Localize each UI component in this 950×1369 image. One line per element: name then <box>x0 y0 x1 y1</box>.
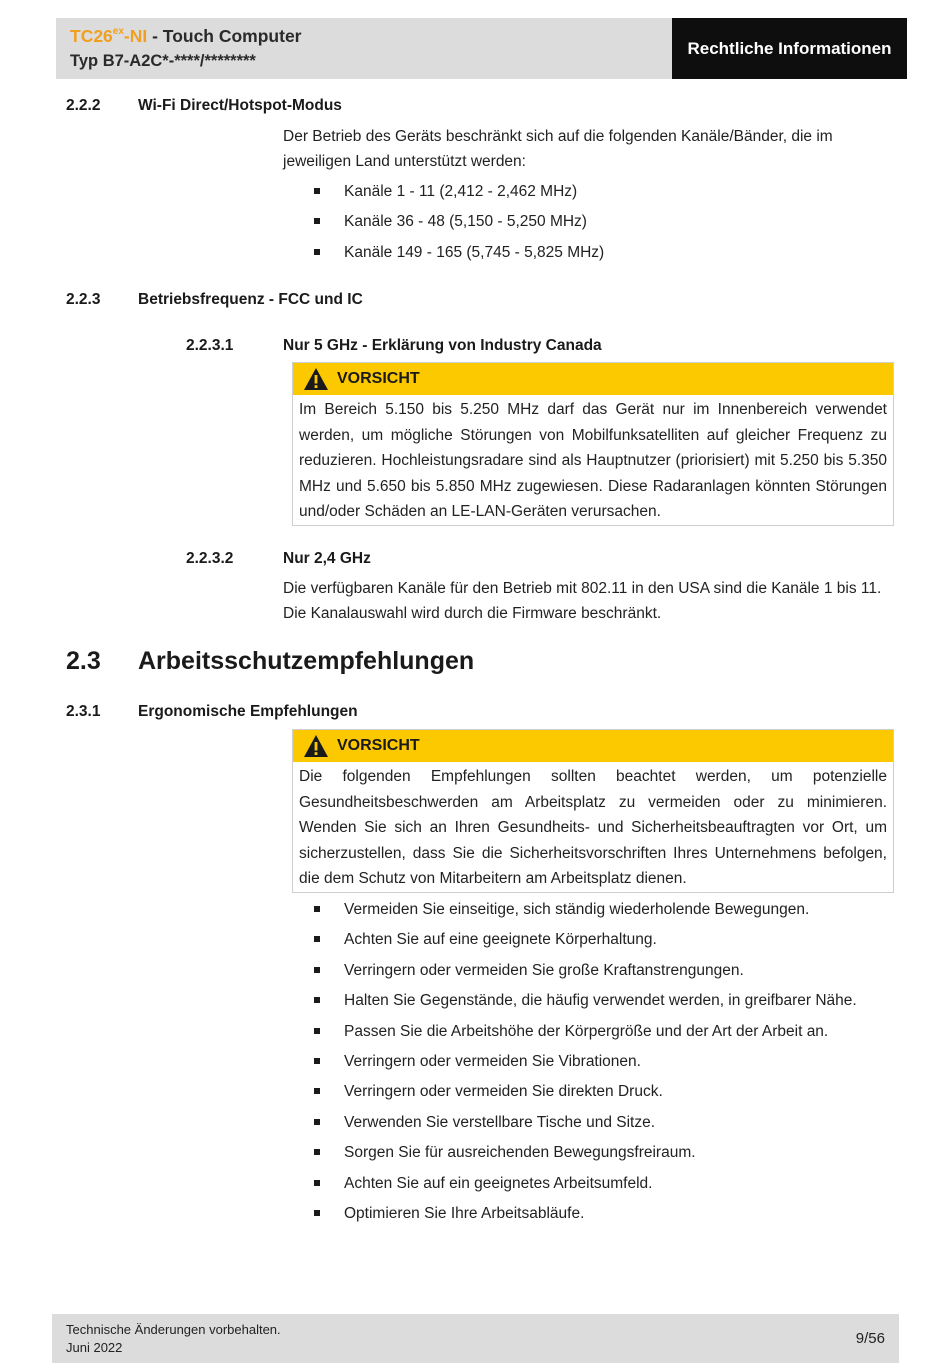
footer-date: Juni 2022 <box>66 1340 123 1355</box>
list-item: Achten Sie auf ein geeignetes Arbeitsumfeld. <box>283 1174 894 1204</box>
heading-2-2-3-2 <box>186 549 371 569</box>
bullet-marker <box>314 1028 320 1034</box>
2-4ghz-text: Die verfügbaren Kanäle für den Betrieb mit 802.11 in den USA sind die Kanäle 1 bis 11. Die Kanalauswahl wird durch die Firmware beschränkt. <box>283 580 882 623</box>
list-item: Verringern oder vermeiden Sie direkten Druck. <box>283 1082 894 1112</box>
bullet-marker <box>314 1210 320 1216</box>
footer-note: Technische Änderungen vorbehalten. <box>66 1322 281 1337</box>
heading-2-3 <box>66 646 475 676</box>
product-code: TC26 <box>70 26 113 46</box>
list-item: Kanäle 149 - 165 (5,745 - 5,825 MHz) <box>283 243 894 273</box>
product-code-superscript: ex <box>112 26 124 38</box>
list-item: Verwenden Sie verstellbare Tische und Sitze. <box>283 1113 894 1143</box>
product-code-suffix: -NI <box>123 26 148 46</box>
heading-number: 2.2.3 <box>66 291 101 308</box>
warning-icon <box>303 367 329 391</box>
bullet-marker <box>314 997 320 1003</box>
caution-text: Im Bereich 5.150 bis 5.250 MHz darf das Gerät nur im Innenbereich verwendet werden, um mögliche Störungen von Mobilfunksatelliten auf gleicher Frequenz zu reduzieren. Hochleistungsradare sind als Hauptnutzer (priorisiert) mit 5.250 bis 5.350 MHz und 5.650 bis 5.850 MHz zugewiesen. Diese Radaranlagen könnten Störungen und/oder Schäden an LE-LAN-Geräten verursachen. <box>299 401 887 520</box>
bullet-marker <box>314 1119 320 1125</box>
heading-number: 2.3.1 <box>66 703 101 720</box>
caution-box-5ghz <box>292 362 894 526</box>
bullet-marker <box>314 1180 320 1186</box>
bullet-marker <box>314 967 320 973</box>
heading-title: Arbeitsschutzempfehlungen <box>138 647 475 675</box>
heading-title: Nur 5 GHz - Erklärung von Industry Canada <box>283 337 602 354</box>
heading-2-2-3 <box>66 290 363 310</box>
list-item: Passen Sie die Arbeitshöhe der Körpergröße und der Art der Arbeit an. <box>283 1022 894 1052</box>
document-header <box>56 18 672 79</box>
list-item: Kanäle 36 - 48 (5,150 - 5,250 MHz) <box>283 212 894 242</box>
bullet-marker <box>314 936 320 942</box>
product-name: - Touch Computer <box>147 26 302 46</box>
ergonomic-recommendations-list <box>283 900 894 1234</box>
heading-number: 2.3 <box>66 647 101 675</box>
list-item: Sorgen Sie für ausreichenden Bewegungsfreiraum. <box>283 1143 894 1173</box>
page-number: 9/56 <box>855 1330 885 1347</box>
caution-label: VORSICHT <box>337 737 420 754</box>
list-item: Achten Sie auf eine geeignete Körperhaltung. <box>283 930 894 960</box>
product-type: Typ B7-A2C*-****/******** <box>70 52 256 70</box>
bullet-marker <box>314 1058 320 1064</box>
bullet-marker <box>314 1149 320 1155</box>
heading-2-3-1 <box>66 702 358 722</box>
list-item: Halten Sie Gegenstände, die häufig verwendet werden, in greifbarer Nähe. <box>283 991 894 1021</box>
product-title <box>70 24 672 49</box>
bullet-marker <box>314 188 320 194</box>
wifi-direct-intro: Der Betrieb des Geräts beschränkt sich auf die folgenden Kanäle/Bänder, die im jeweiligen Land unterstützt werden: <box>283 128 833 171</box>
heading-number: 2.2.3.1 <box>186 337 234 354</box>
heading-title: Betriebsfrequenz - FCC und IC <box>138 291 363 308</box>
caution-header <box>293 730 893 762</box>
heading-2-2-2 <box>66 96 342 116</box>
caution-box-ergonomics <box>292 729 894 893</box>
list-item: Kanäle 1 - 11 (2,412 - 2,462 MHz) <box>283 182 894 212</box>
list-item: Optimieren Sie Ihre Arbeitsabläufe. <box>283 1204 894 1234</box>
heading-title: Wi-Fi Direct/Hotspot-Modus <box>138 97 342 114</box>
heading-2-2-3-1 <box>186 336 602 356</box>
bullet-marker <box>314 218 320 224</box>
heading-title: Nur 2,4 GHz <box>283 550 371 567</box>
list-item: Verringern oder vermeiden Sie Vibrationen. <box>283 1052 894 1082</box>
caution-label: VORSICHT <box>337 370 420 387</box>
wifi-channel-list <box>283 182 894 273</box>
heading-number: 2.2.3.2 <box>186 550 234 567</box>
caution-header <box>293 363 893 395</box>
caution-text: Die folgenden Empfehlungen sollten beachtet werden, um potenzielle Gesundheitsbeschwerden am Arbeitsplatz zu vermeiden oder zu minimieren. Wenden Sie sich an Ihren Gesundheits- und Sicherheitsbeauftragten vor Ort, um sicherzustellen, dass Sie die Sicherheitsvorschriften Ihres Unternehmens befolgen, die dem Schutz von Mitarbeitern am Arbeitsplatz dienen. <box>299 768 887 887</box>
bullet-marker <box>314 1088 320 1094</box>
page-footer <box>52 1314 899 1363</box>
bullet-marker <box>314 906 320 912</box>
section-label: Rechtliche Informationen <box>672 18 907 79</box>
list-item: Verringern oder vermeiden Sie große Kraftanstrengungen. <box>283 961 894 991</box>
list-item: Vermeiden Sie einseitige, sich ständig wiederholende Bewegungen. <box>283 900 894 930</box>
warning-icon <box>303 734 329 758</box>
heading-number: 2.2.2 <box>66 97 101 114</box>
heading-title: Ergonomische Empfehlungen <box>138 703 358 720</box>
bullet-marker <box>314 249 320 255</box>
